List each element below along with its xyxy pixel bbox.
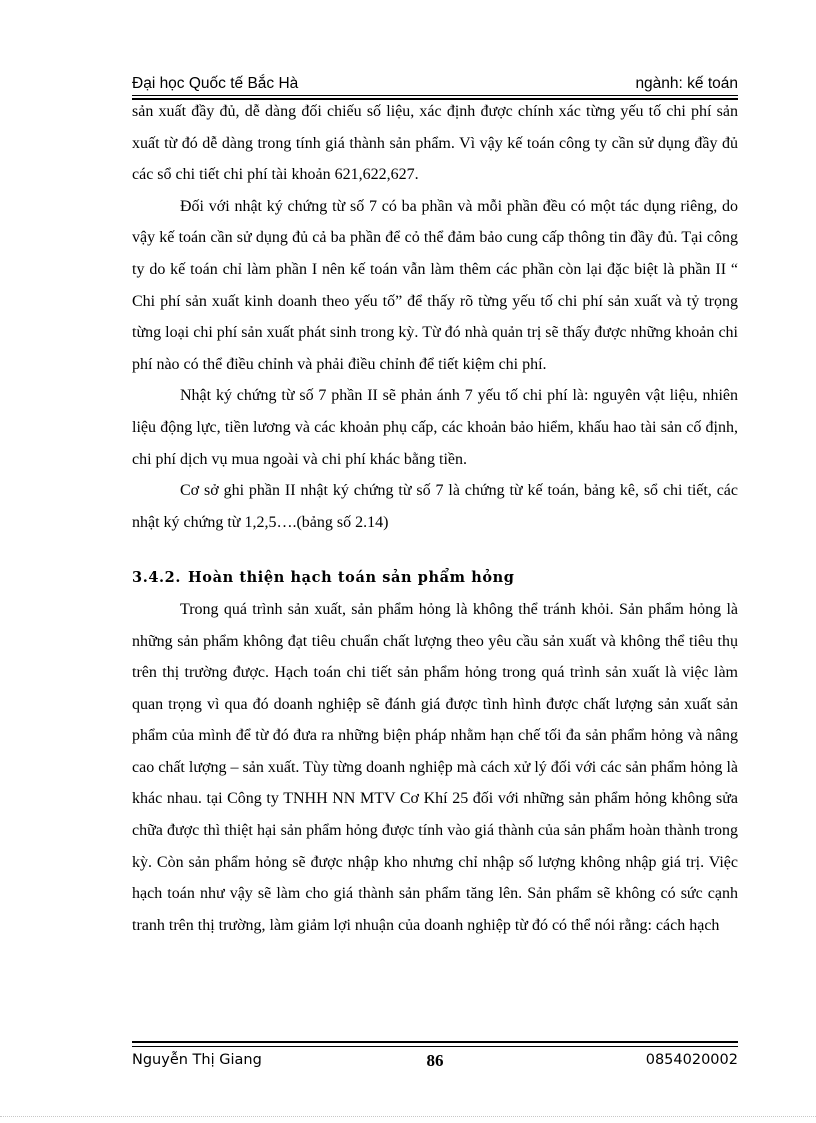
page-number: 86	[426, 1051, 444, 1070]
header-university: Đại học Quốc tế Bắc Hà	[132, 75, 299, 92]
footer-rule-thick	[132, 1041, 738, 1043]
paragraph-journal-parts: Đối với nhật ký chứng từ số 7 có ba phần và mỗi phần đều có một tác dụng riêng, do vậy kế toán cần sử dụng đủ cả ba phần để cỏ thể đảm bảo cung cấp thông tin đầy đủ. Tại công ty do kế toán chỉ làm phần I nên kế toán vẫn làm thêm các phần còn lại đặc biệt là phần II “ Chi phí sản xuất kinh doanh theo yếu tố” để thấy rõ từng yếu tố chi phí sản xuất và tỷ trọng từng loại chi phí sản xuất phát sinh trong kỳ. Từ đó nhà quản trị sẽ thấy được những khoản chi phí nào có thể điều chỉnh và phải điều chỉnh để tiết kiệm chi phí.	[132, 197, 738, 373]
section-number: 3.4.2.	[132, 569, 182, 587]
section-spacer	[132, 538, 738, 562]
footer-rule	[132, 1046, 738, 1047]
section-heading	[132, 562, 738, 594]
page-edge-divider	[0, 1116, 816, 1117]
footer-author: Nguyễn Thị Giang	[132, 1052, 262, 1068]
section-title: Hoàn thiện hạch toán sản phẩm hỏng	[188, 569, 515, 587]
page-footer	[132, 1052, 738, 1076]
paragraph-cost-elements: Nhật ký chứng từ số 7 phần II sẽ phản ánh 7 yếu tố chi phí là: nguyên vật liệu, nhiên liệu động lực, tiền lương và các khoản phụ cấp, các khoản bảo hiểm, khấu hao tài sản cố định, chi phí dịch vụ mua ngoài và chi phí khác bằng tiền.	[132, 387, 738, 468]
header-major: ngành: kế toán	[635, 75, 738, 92]
paragraph-continuation: sản xuất đầy đủ, dễ dàng đối chiếu số liệu, xác định được chính xác từng yếu tố chi phí sản xuất từ đó dễ dàng trong tính giá thành sản phẩm. Vì vậy kế toán công ty cần sử dụng đầy đủ các sổ chi tiết chi phí tài khoản 621,622,627.	[132, 103, 738, 184]
paragraph-recording-basis: Cơ sở ghi phần II nhật ký chứng từ số 7 là chứng từ kế toán, bảng kê, sổ chi tiết, các nhật ký chứng từ 1,2,5….(bảng số 2.14)	[132, 482, 738, 531]
page-body	[132, 96, 738, 941]
footer-student-id: 0854020002	[645, 1052, 738, 1068]
page-header	[132, 72, 738, 94]
paragraph-defective-products: Trong quá trình sản xuất, sản phẩm hỏng là không thể tránh khỏi. Sản phẩm hỏng là những sản phẩm không đạt tiêu chuẩn chất lượng theo yêu cầu sản xuất và không thể tiêu thụ trên thị trường được. Hạch toán chi tiết sản phẩm hỏng trong quá trình sản xuất là việc làm quan trọng vì qua đó doanh nghiệp sẽ đánh giá được tình hình được chất lượng sản xuất sản phẩm của mình để từ đó đưa ra những biện pháp nhằm hạn chế tối đa sản phẩm hỏng và nâng cao chất lượng – sản xuất. Tùy từng doanh nghiệp mà cách xử lý đối với các sản phẩm hỏng là khác nhau. tại Công ty TNHH NN MTV Cơ Khí 25 đối với những sản phẩm hỏng không sửa chữa được thì thiệt hại sản phẩm hỏng được tính vào giá thành của sản phẩm hoàn thành trong kỳ. Còn sản phẩm hỏng sẽ được nhập kho nhưng chỉ nhập số lượng không nhập giá trị. Việc hạch toán như vậy sẽ làm cho giá thành sản phẩm tăng lên. Sản phẩm sẽ không có sức cạnh tranh trên thị trường, làm giảm lợi nhuận của doanh nghiệp từ đó có thể nói rằng: cách hạch	[132, 600, 738, 934]
